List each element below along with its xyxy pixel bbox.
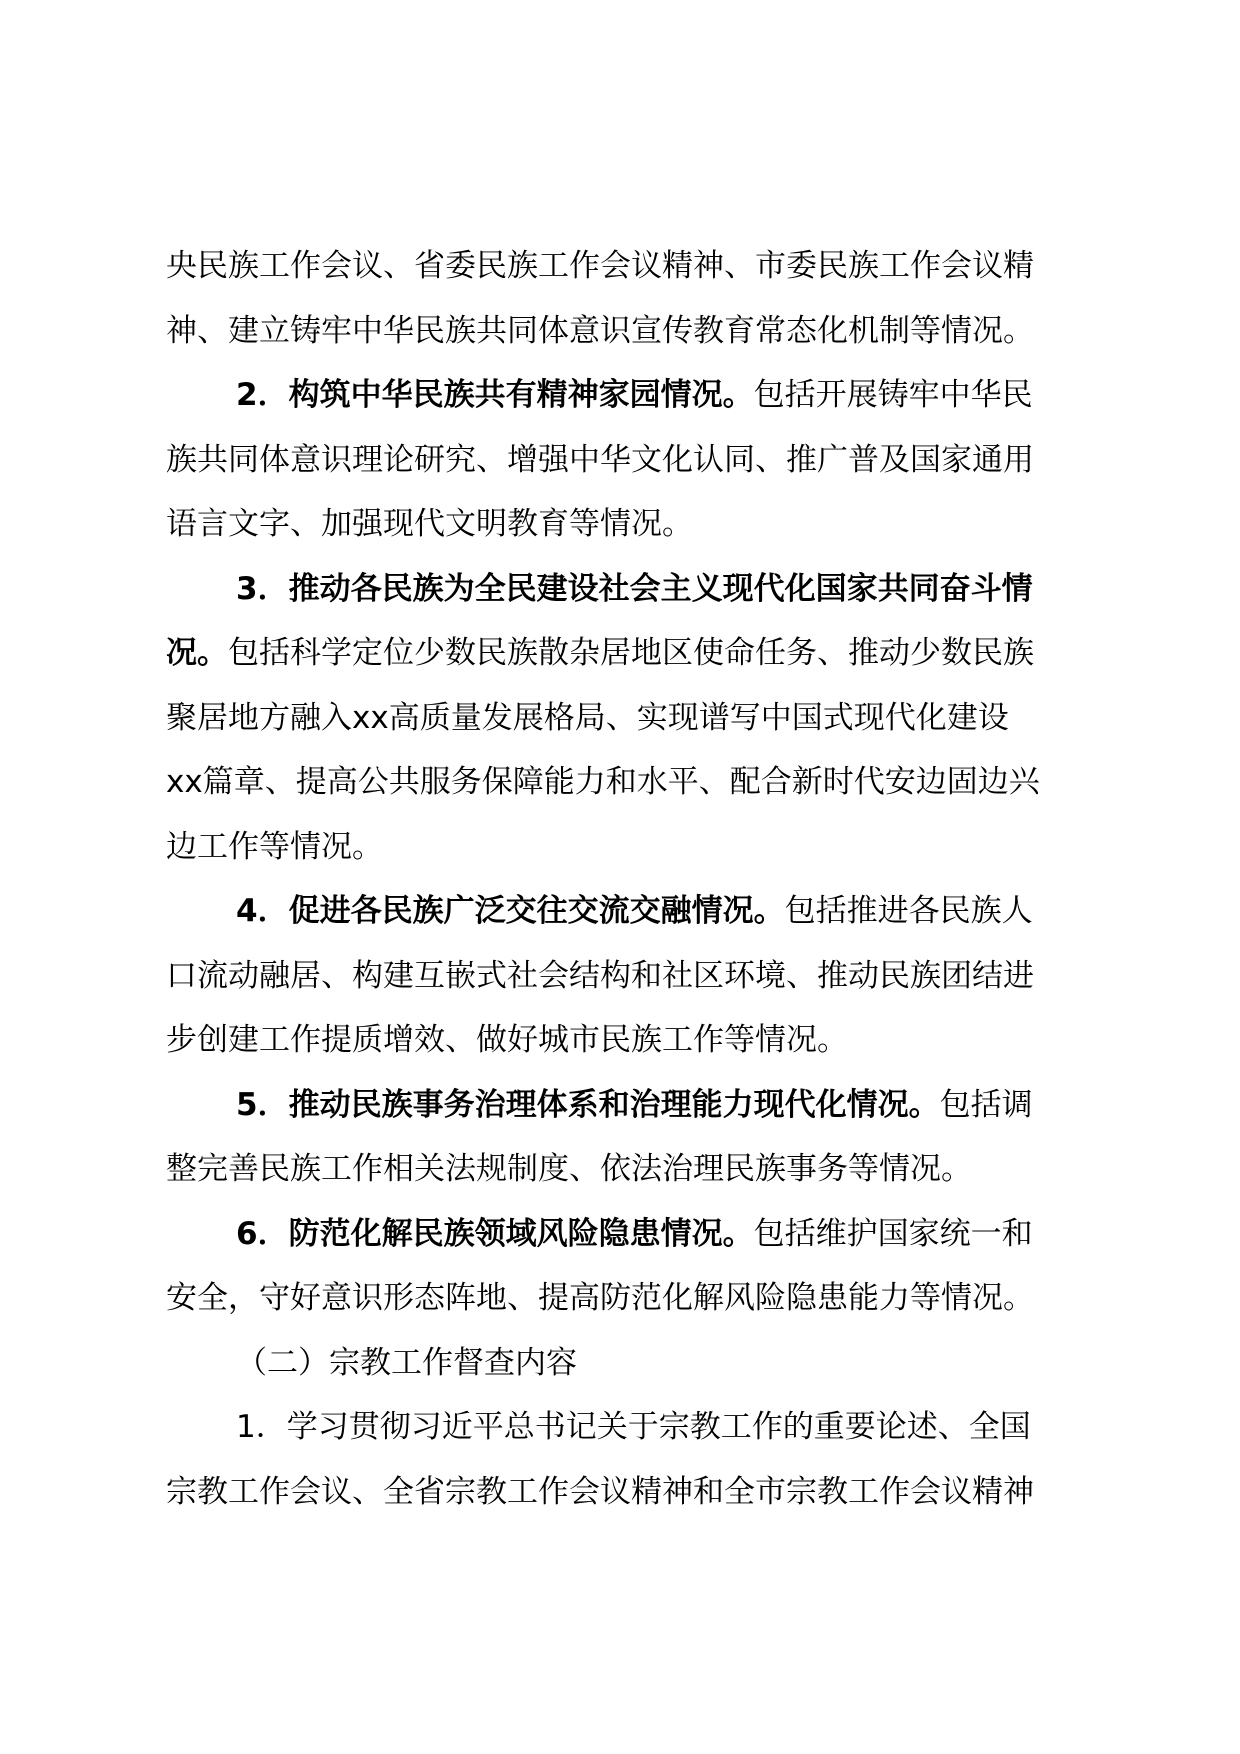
document-body <box>166 234 1106 1524</box>
item-heading: 2．构筑中华民族共有精神家园情况。 <box>236 377 754 413</box>
text-line <box>166 815 1106 880</box>
item-heading-line <box>166 1073 1106 1138</box>
line-text: 族共同体意识理论研究、增强中华文化认同、推广普及国家通用 <box>166 441 1034 478</box>
line-text: 包括科学定位少数民族散杂居地区使命任务、推动少数民族 <box>228 635 1034 671</box>
item-heading: 6．防范化解民族领域风险隐患情况。 <box>236 1215 754 1252</box>
item-heading-line <box>166 1202 1106 1267</box>
line-text: 包括调 <box>939 1086 1033 1123</box>
line-text: 1．学习贯彻习近平总书记关于宗教工作的重要论述、全国 <box>236 1409 1031 1445</box>
text-line <box>166 1395 1106 1460</box>
section-heading: （二）宗教工作督查内容 <box>236 1344 577 1381</box>
text-line <box>166 1266 1106 1331</box>
line-text: 整完善民族工作相关法规制度、依法治理民族事务等情况。 <box>166 1151 972 1187</box>
text-line <box>166 944 1106 1009</box>
item-heading: 4．促进各民族广泛交往交流交融情况。 <box>236 893 785 929</box>
line-text: 边工作等情况。 <box>166 828 383 865</box>
line-text: 包括开展铸牢中华民 <box>753 377 1033 413</box>
item-heading-line <box>166 557 1106 622</box>
line-text: 聚居地方融入xx高质量发展格局、实现谱写中国式现代化建设 <box>166 699 1009 736</box>
text-line <box>166 750 1106 815</box>
item-heading: 况。 <box>166 635 228 671</box>
line-text: 神、建立铸牢中华民族共同体意识宣传教育常态化机制等情况。 <box>166 312 1034 349</box>
text-line <box>166 1008 1106 1073</box>
line-text: xx篇章、提高公共服务保障能力和水平、配合新时代安边固边兴 <box>166 764 1040 800</box>
text-line <box>166 621 1106 686</box>
item-heading: 5．推动民族事务治理体系和治理能力现代化情况。 <box>236 1086 940 1123</box>
line-text: 包括推进各民族人 <box>784 893 1033 929</box>
text-line <box>166 492 1106 557</box>
line-text: 步创建工作提质增效、做好城市民族工作等情况。 <box>166 1022 848 1058</box>
text-line <box>166 1460 1106 1525</box>
item-heading-line <box>166 363 1106 428</box>
text-line <box>166 234 1106 299</box>
line-text: 安全，守好意识形态阵地、提高防范化解风险隐患能力等情况。 <box>166 1280 1034 1316</box>
section-heading-line <box>166 1331 1106 1396</box>
line-text: 宗教工作会议、全省宗教工作会议精神和全市宗教工作会议精神 <box>166 1473 1034 1510</box>
item-heading: 3．推动各民族为全民建设社会主义现代化国家共同奋斗情 <box>236 570 1033 607</box>
line-text: 语言文字、加强现代文明教育等情况。 <box>166 506 693 542</box>
text-line <box>166 1137 1106 1202</box>
line-text: 央民族工作会议、省委民族工作会议精神、市委民族工作会议精 <box>166 248 1034 284</box>
text-line <box>166 428 1106 493</box>
text-line <box>166 299 1106 364</box>
text-line <box>166 686 1106 751</box>
item-heading-line <box>166 879 1106 944</box>
line-text: 口流动融居、构建互嵌式社会结构和社区环境、推动民族团结进 <box>166 957 1034 994</box>
line-text: 包括维护国家统一和 <box>753 1215 1033 1252</box>
